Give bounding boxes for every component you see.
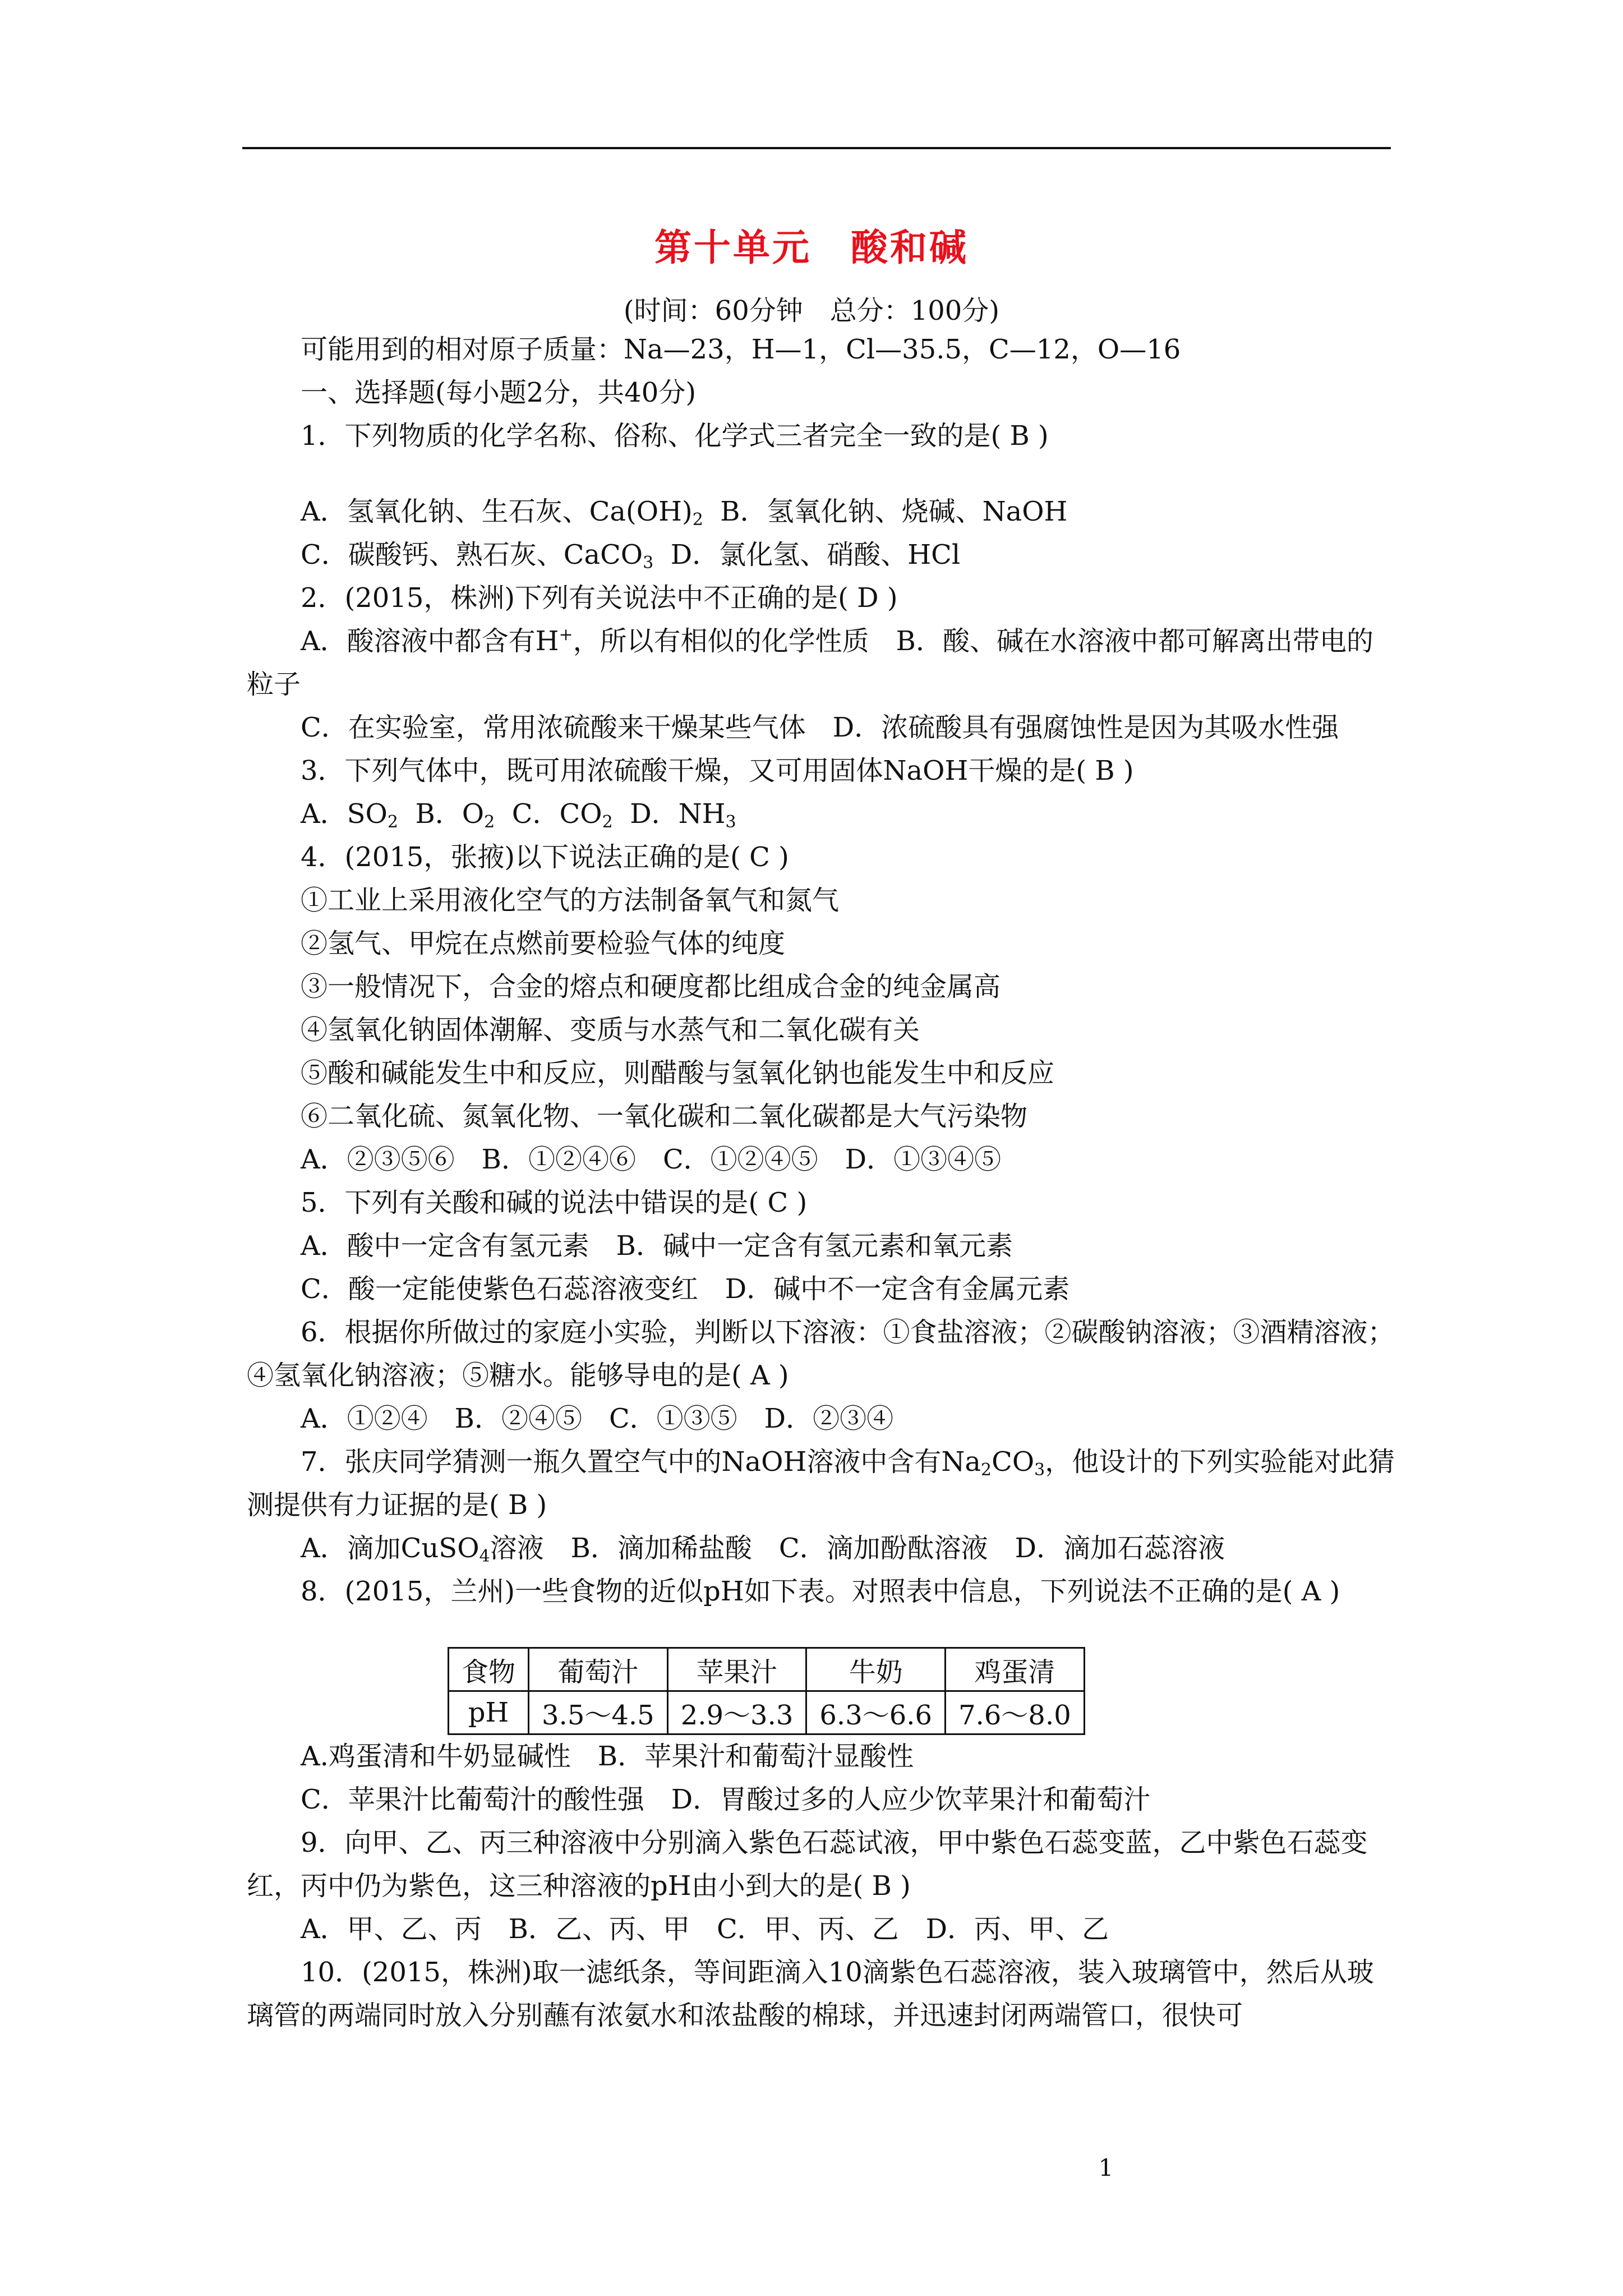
q5-options-ab: A．酸中一定含有氢元素 B．碱中一定含有氢元素和氧元素 xyxy=(301,1230,1013,1262)
subscript: 2 xyxy=(692,510,703,530)
q2-ab-text-2: ，所以有相似的化学性质 B．酸、碱在水溶液中都可解离出带电的粒子 xyxy=(247,625,1373,700)
table-cell: pH xyxy=(449,1691,529,1734)
q4-item: ⑥二氧化硫、氮氧化物、一氧化碳和二氧化碳都是大气污染物 xyxy=(301,1101,1028,1132)
q2-ab-text: A．酸溶液中都含有H xyxy=(301,625,559,657)
header-rule xyxy=(242,147,1391,149)
q7-stem-text-2: CO xyxy=(992,1446,1035,1478)
q7-options xyxy=(247,1527,1396,1570)
subscript: 2 xyxy=(602,812,613,832)
q4-item: ②氢气、甲烷在点燃前要检验气体的纯度 xyxy=(301,928,786,959)
q3-option-a: A．SO xyxy=(301,798,388,830)
q1-ab-text: A．氢氧化钠、生石灰、Ca(OH) xyxy=(301,496,693,527)
ph-table xyxy=(448,1647,1085,1735)
q4-item: ③一般情况下，合金的熔点和硬度都比组成合金的纯金属高 xyxy=(301,971,1001,1002)
table-header-cell: 食物 xyxy=(449,1648,529,1691)
subscript: 4 xyxy=(479,1547,490,1566)
q3-option-d: D．NH xyxy=(612,798,726,830)
q3-options xyxy=(247,793,1396,836)
q1-ab-text-2: B．氢氧化钠、烧碱、NaOH xyxy=(703,496,1068,527)
q8-options-ab: A.鸡蛋清和牛奶显碱性 B．苹果汁和葡萄汁显酸性 xyxy=(301,1741,914,1772)
q4-stem: 4．(2015，张掖)以下说法正确的是( C ) xyxy=(301,841,789,873)
q8-stem: 8．(2015，兰州)一些食物的近似pH如下表。对照表中信息，下列说法不正确的是( A ) xyxy=(301,1576,1340,1607)
spacer xyxy=(247,458,1396,490)
table-header-cell: 葡萄汁 xyxy=(529,1648,668,1691)
q1-options-cd xyxy=(247,533,1396,577)
q6-stem: 6．根据你所做过的家庭小实验，判断以下溶液：①食盐溶液；②碳酸钠溶液；③酒精溶液；④氢氧化钠溶液；⑤糖水。能够导电的是( A ) xyxy=(247,1317,1395,1391)
table-cell: 3.5～4.5 xyxy=(529,1691,668,1734)
table-row xyxy=(449,1691,1085,1734)
q4-item: ④氢氧化钠固体潮解、变质与水蒸气和二氧化碳有关 xyxy=(301,1014,920,1046)
subscript: 3 xyxy=(643,553,654,573)
page-number: 1 xyxy=(1098,2154,1114,2182)
subscript: 2 xyxy=(387,812,398,832)
table-header-cell: 鸡蛋清 xyxy=(946,1648,1085,1691)
q4-item: ⑤酸和碱能发生中和反应，则醋酸与氢氧化钠也能发生中和反应 xyxy=(301,1057,1055,1089)
q3-stem: 3．下列气体中，既可用浓硫酸干燥，又可用固体NaOH干燥的是( B ) xyxy=(301,755,1134,786)
q5-options-cd: C．酸一定能使紫色石蕊溶液变红 D．碱中不一定含有金属元素 xyxy=(301,1273,1070,1305)
q2-options-cd: C．在实验室，常用浓硫酸来干燥某些气体 D．浓硫酸具有强腐蚀性是因为其吸水性强 xyxy=(301,712,1339,743)
q2-options-ab xyxy=(247,620,1396,706)
table-cell: 7.6～8.0 xyxy=(946,1691,1085,1734)
q9-options: A．甲、乙、丙 B．乙、丙、甲 C．甲、丙、乙 D．丙、甲、乙 xyxy=(301,1913,1109,1945)
q1-stem: 1．下列物质的化学名称、俗称、化学式三者完全一致的是( B ) xyxy=(301,420,1049,452)
subscript: 3 xyxy=(1034,1460,1045,1480)
q2-stem: 2．(2015，株洲)下列有关说法中不正确的是( D ) xyxy=(301,582,898,614)
atomic-masses: 可能用到的相对原子质量：Na—23，H—1，Cl—35.5，C—12，O—16 xyxy=(301,334,1181,365)
q10-stem: 10．(2015，株洲)取一滤纸条，等间距滴入10滴紫色石蕊溶液，装入玻璃管中，然后从玻璃管的两端同时放入分别蘸有浓氨水和浓盐酸的棉球，并迅速封闭两端管口，很快可 xyxy=(247,1957,1374,2031)
q7-option-text: A．滴加CuSO xyxy=(301,1533,479,1564)
table-cell: 6.3～6.6 xyxy=(806,1691,946,1734)
subscript: 3 xyxy=(725,812,736,832)
subscript: 2 xyxy=(484,812,495,832)
q4-item: ①工业上采用液化空气的方法制备氧气和氮气 xyxy=(301,885,840,916)
table-header-cell: 牛奶 xyxy=(806,1648,946,1691)
q1-cd-text-2: D．氯化氢、硝酸、HCl xyxy=(653,539,961,570)
q7-stem-text: 7．张庆同学猜测一瓶久置空气中的NaOH溶液中含有Na xyxy=(301,1446,981,1478)
spacer xyxy=(247,1613,1396,1647)
q1-cd-text: C．碳酸钙、熟石灰、CaCO xyxy=(301,539,643,570)
table-header-cell: 苹果汁 xyxy=(667,1648,806,1691)
q7-stem-text-3: ，他设计的下列实验能对此猜测提供有力证据的是( B ) xyxy=(247,1446,1395,1521)
q9-stem: 9．向甲、乙、丙三种溶液中分别滴入紫色石蕊试液，甲中紫色石蕊变蓝，乙中紫色石蕊变红，丙中仍为紫色，这三种溶液的pH由小到大的是( B ) xyxy=(247,1827,1368,1902)
table-cell: 2.9～3.3 xyxy=(667,1691,806,1734)
q3-option-b: B．O xyxy=(398,798,485,830)
exam-info: (时间：60分钟 总分：100分) xyxy=(623,295,1000,326)
subscript: 2 xyxy=(981,1460,992,1480)
q8-options-cd: C．苹果汁比葡萄汁的酸性强 D．胃酸过多的人应少饮苹果汁和葡萄汁 xyxy=(301,1784,1151,1815)
q7-stem xyxy=(247,1441,1396,1527)
q5-stem: 5．下列有关酸和碱的说法中错误的是( C ) xyxy=(301,1187,808,1218)
superscript: + xyxy=(559,625,573,645)
q1-options-ab xyxy=(247,490,1396,533)
exam-body xyxy=(247,328,1396,2037)
table-row xyxy=(449,1648,1085,1691)
q6-options: A．①②④ B．②④⑤ C．①③⑤ D．②③④ xyxy=(301,1403,894,1434)
q3-option-c: C．CO xyxy=(495,798,602,830)
section-heading: 一、选择题(每小题2分，共40分) xyxy=(301,377,697,408)
q7-option-text-2: 溶液 B．滴加稀盐酸 C．滴加酚酞溶液 D．滴加石蕊溶液 xyxy=(490,1533,1225,1564)
q4-options: A．②③⑤⑥ B．①②④⑥ C．①②④⑤ D．①③④⑤ xyxy=(301,1144,1002,1175)
page-title: 第十单元 酸和碱 xyxy=(654,226,969,269)
